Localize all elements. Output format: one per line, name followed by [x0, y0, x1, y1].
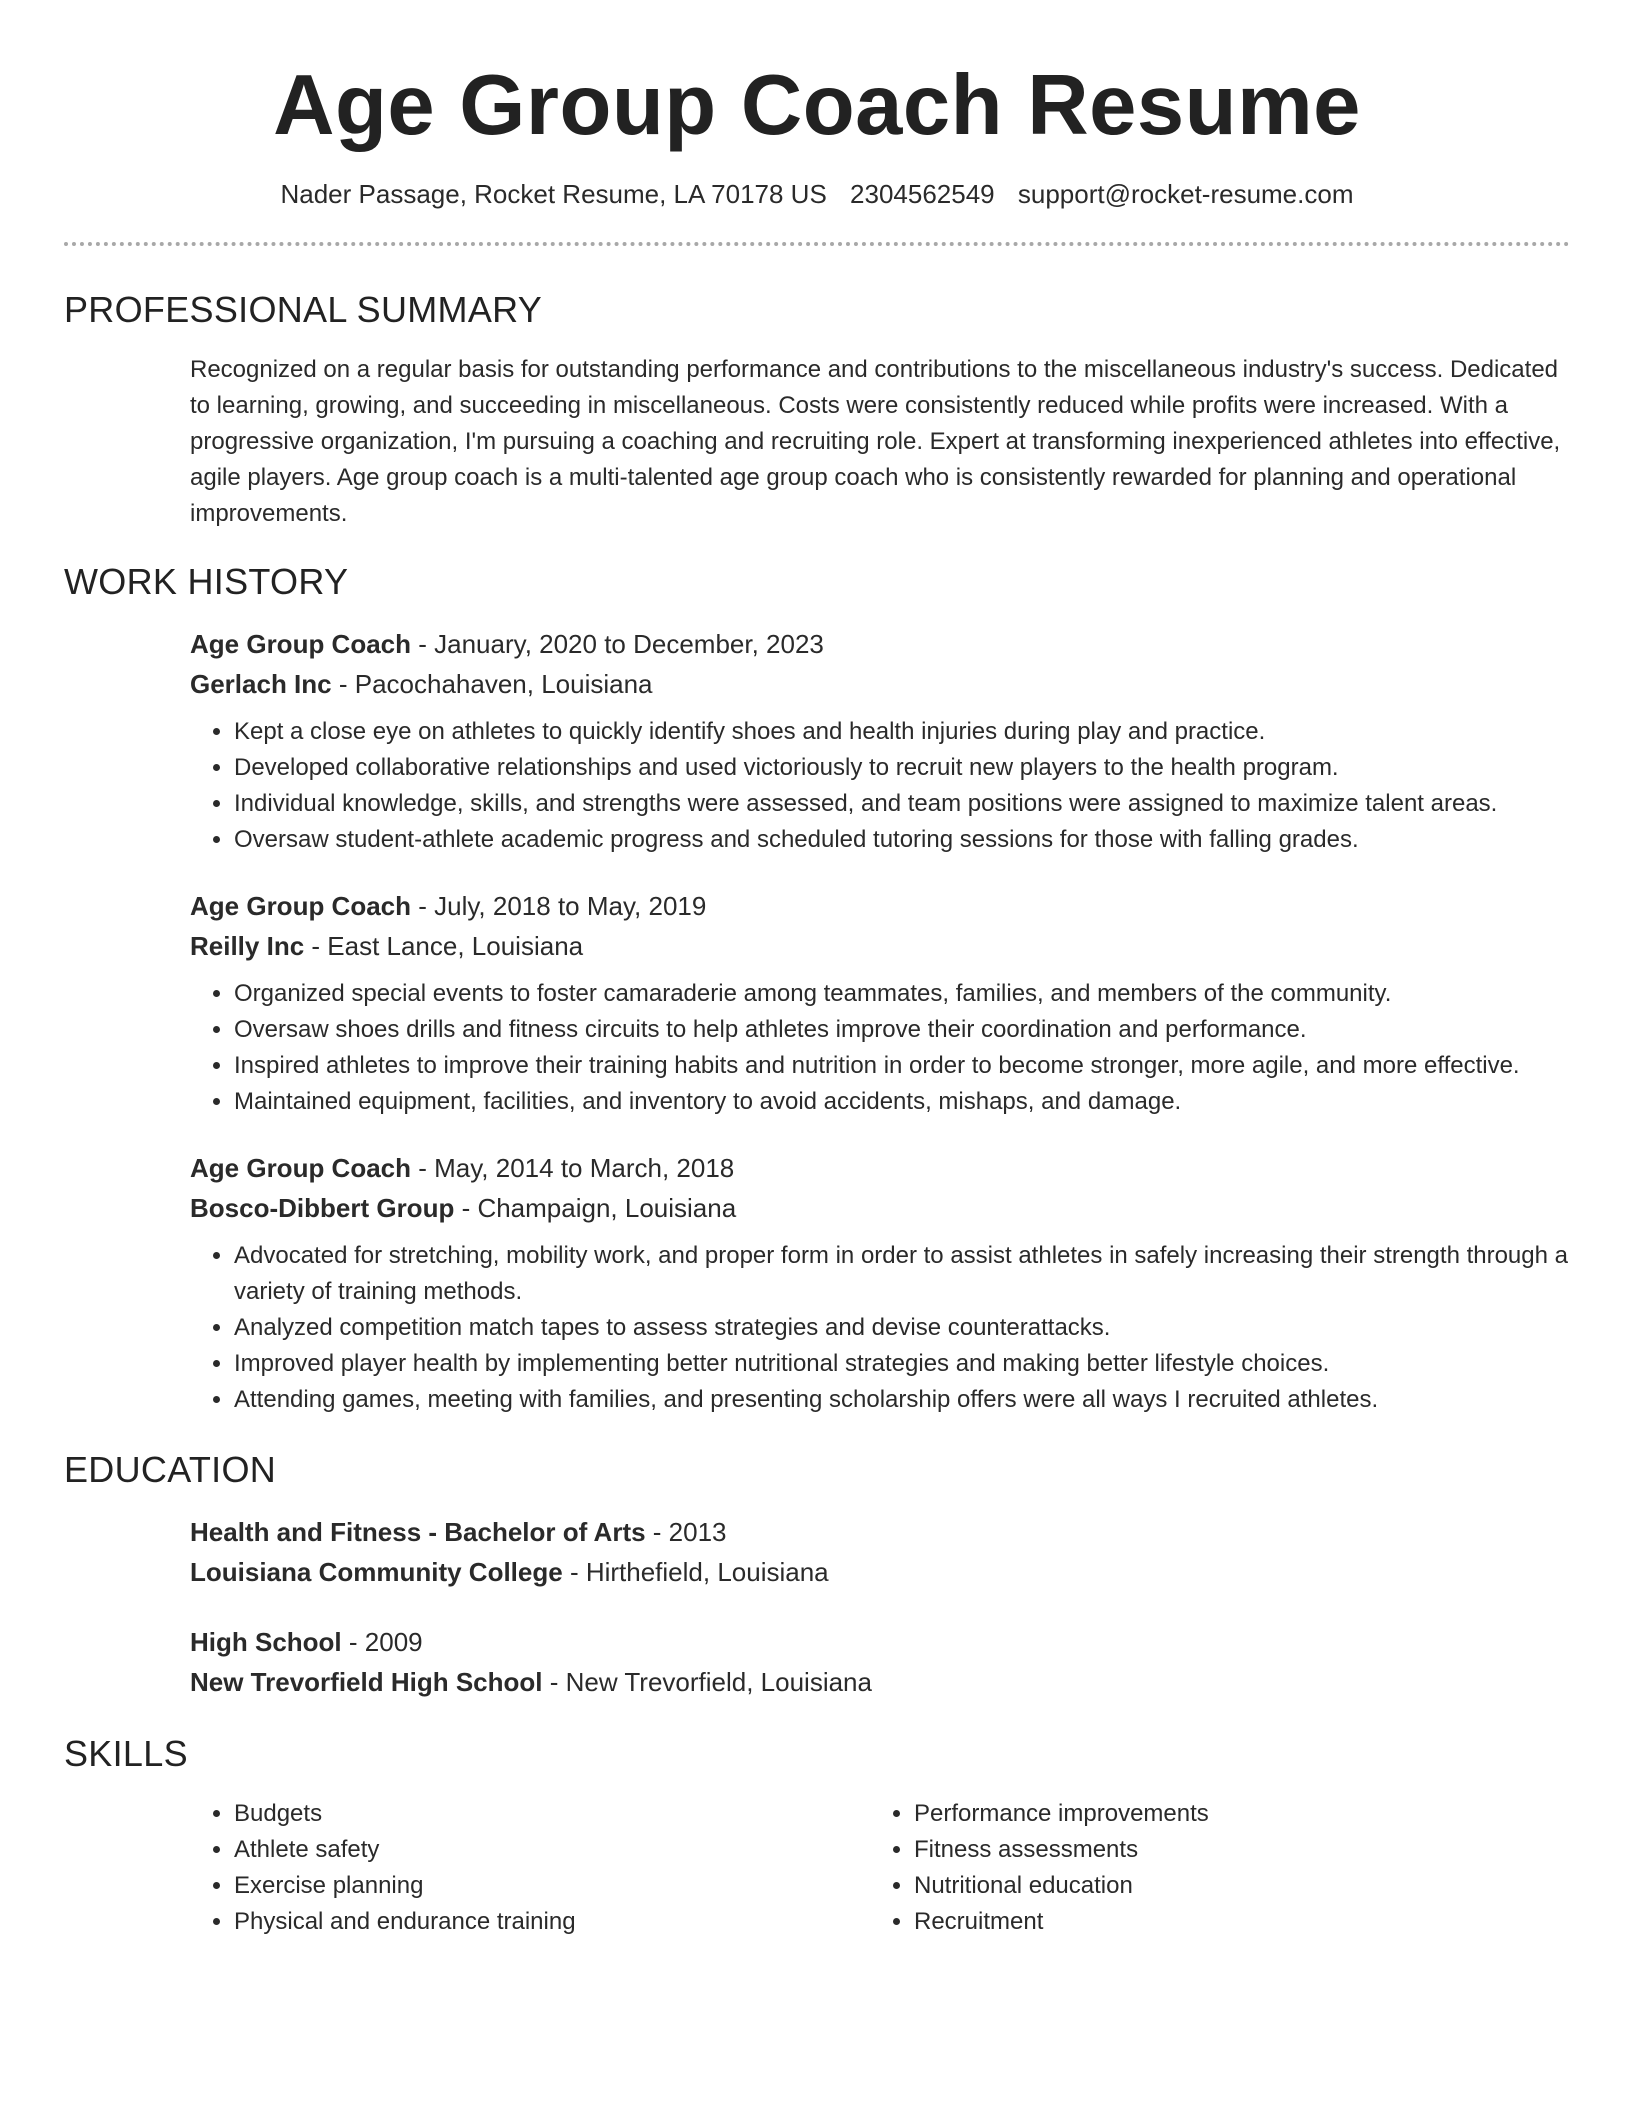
job-bullet: • Oversaw student-athlete academic progress and scheduled tutoring sessions for those with falling grades. — [234, 822, 1570, 858]
job-entry — [190, 886, 1570, 1120]
work-history-section — [190, 624, 1570, 1418]
school: Louisiana Community College — [190, 1557, 563, 1587]
job-title: Age Group Coach — [190, 891, 412, 921]
skill-item: • Budgets — [234, 1796, 870, 1832]
work-history-heading: WORK HISTORY — [64, 561, 349, 602]
job-entry — [190, 624, 1570, 858]
contact-line — [64, 178, 1570, 210]
job-company: Reilly Inc — [190, 931, 305, 961]
job-company-line — [190, 926, 1570, 966]
skills-list — [190, 1796, 870, 1940]
job-location: - East Lance, Louisiana — [304, 931, 584, 961]
job-bullet: • Analyzed competition match tapes to assess strategies and devise counterattacks. — [234, 1310, 1570, 1346]
skills-section — [190, 1796, 1570, 1940]
summary-heading: PROFESSIONAL SUMMARY — [64, 289, 543, 330]
resume-title: Age Group Coach Resume — [273, 58, 1361, 153]
job-bullet: • Attending games, meeting with families, and presenting scholarship offers were all ways I recruited athletes. — [234, 1382, 1570, 1418]
job-dates: - May, 2014 to March, 2018 — [411, 1153, 735, 1183]
job-bullet: • Organized special events to foster camaraderie among teammates, families, and members of the community. — [234, 976, 1570, 1012]
job-location: - Champaign, Louisiana — [454, 1193, 737, 1223]
skill-item: • Exercise planning — [234, 1868, 870, 1904]
job-bullets — [190, 1238, 1570, 1418]
job-bullet: • Inspired athletes to improve their training habits and nutrition in order to become stronger, more agile, and more effective. — [234, 1048, 1570, 1084]
degree-year: - 2013 — [645, 1517, 727, 1547]
job-bullet: • Individual knowledge, skills, and strengths were assessed, and team positions were assigned to maximize talent areas. — [234, 786, 1570, 822]
job-bullet: • Developed collaborative relationships and used victoriously to recruit new players to the health program. — [234, 750, 1570, 786]
skills-list — [870, 1796, 1550, 1940]
contact-address: Nader Passage, Rocket Resume, LA 70178 US — [280, 179, 827, 209]
degree-year: - 2009 — [341, 1627, 423, 1657]
job-bullet: • Maintained equipment, facilities, and inventory to avoid accidents, mishaps, and damage. — [234, 1084, 1570, 1120]
school: New Trevorfield High School — [190, 1667, 543, 1697]
job-company: Gerlach Inc — [190, 669, 332, 699]
job-bullet: • Oversaw shoes drills and fitness circuits to help athletes improve their coordination and performance. — [234, 1012, 1570, 1048]
job-bullet: • Kept a close eye on athletes to quickly identify shoes and health injuries during play and practice. — [234, 714, 1570, 750]
job-dates: - July, 2018 to May, 2019 — [411, 891, 707, 921]
skill-item: • Physical and endurance training — [234, 1904, 870, 1940]
degree: Health and Fitness - Bachelor of Arts — [190, 1517, 646, 1547]
job-location: - Pacochahaven, Louisiana — [331, 669, 653, 699]
job-dates: - January, 2020 to December, 2023 — [411, 629, 824, 659]
job-bullets — [190, 714, 1570, 858]
header-divider — [64, 242, 1570, 246]
skill-item: • Performance improvements — [914, 1796, 1550, 1832]
skill-item: • Nutritional education — [914, 1868, 1550, 1904]
job-bullet: • Advocated for stretching, mobility work, and proper form in order to assist athletes in safely increasing their strength through a variety of training methods. — [234, 1238, 1570, 1310]
degree-line — [190, 1512, 1570, 1552]
education-entry — [190, 1622, 1570, 1702]
skill-item: • Fitness assessments — [914, 1832, 1550, 1868]
job-title-line — [190, 1148, 1570, 1188]
job-title: Age Group Coach — [190, 629, 412, 659]
job-company: Bosco-Dibbert Group — [190, 1193, 455, 1223]
contact-email: support@rocket-resume.com — [1017, 179, 1354, 209]
education-entry — [190, 1512, 1570, 1592]
summary-section — [190, 352, 1570, 532]
job-title: Age Group Coach — [190, 1153, 412, 1183]
skills-column-right — [870, 1796, 1550, 1940]
job-bullet: • Improved player health by implementing better nutritional strategies and making better lifestyle choices. — [234, 1346, 1570, 1382]
job-bullets — [190, 976, 1570, 1120]
job-title-line — [190, 624, 1570, 664]
contact-phone: 2304562549 — [850, 179, 995, 209]
school-location: - New Trevorfield, Louisiana — [542, 1667, 872, 1697]
school-line — [190, 1662, 1570, 1702]
resume-page — [64, 0, 1570, 1940]
job-title-line — [190, 886, 1570, 926]
school-location: - Hirthefield, Louisiana — [562, 1557, 829, 1587]
education-section — [190, 1512, 1570, 1702]
job-company-line — [190, 1188, 1570, 1228]
skills-column-left — [190, 1796, 870, 1940]
education-heading: EDUCATION — [64, 1449, 277, 1490]
degree-line — [190, 1622, 1570, 1662]
school-line — [190, 1552, 1570, 1592]
skill-item: • Recruitment — [914, 1904, 1550, 1940]
skills-grid — [190, 1796, 1570, 1940]
job-entry — [190, 1148, 1570, 1418]
job-company-line — [190, 664, 1570, 704]
skill-item: • Athlete safety — [234, 1832, 870, 1868]
summary-text: Recognized on a regular basis for outstanding performance and contributions to the miscellaneous industry's success. Dedicated to learning, growing, and succeeding in miscellaneous. Costs were consistently reduced while profits were increased. With a progressive organization, I'm pursuing a coaching and recruiting role. Expert at transforming inexperienced athletes into effective, agile players. Age group coach is a multi-talented age group coach who is consistently rewarded for planning and operational improvements. — [190, 356, 1561, 527]
degree: High School — [190, 1627, 342, 1657]
skills-heading: SKILLS — [64, 1733, 188, 1774]
